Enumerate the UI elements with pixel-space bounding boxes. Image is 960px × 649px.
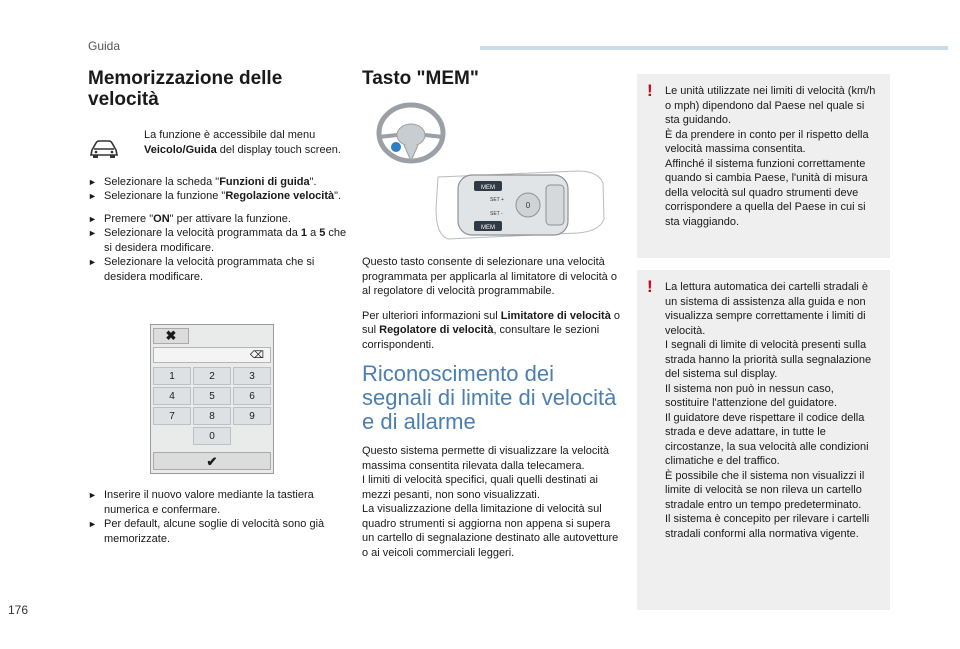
arrow-icon: ► [88, 228, 97, 238]
mem-label-bottom: MEM [481, 225, 495, 231]
keypad-key-4: 4 [153, 387, 191, 405]
backspace-icon: ⌫ [249, 350, 264, 361]
mem-reference: Per ulteriori informazioni sul Limitatore di velocità o sul Regolatore di velocità, consultare le sezioni corrispondenti. [362, 309, 620, 351]
close-icon: ✖ [153, 328, 189, 344]
section-title-sign-recognition: Riconoscimento dei segnali di limite di velocità e di allarme [362, 361, 617, 434]
step-list-3 [88, 488, 348, 546]
keypad-key-6: 6 [233, 387, 271, 405]
arrow-icon: ► [88, 213, 97, 224]
step-list-2 [88, 212, 348, 285]
warning-box-units: ! Le unità utilizzate nei limiti di velocità (km/h o mph) dipendono dal Paese nel quale si sta guidando. È da prendere in conto per il rispetto della velocità massima consentita. Affinché il sistema funzioni correttamente quando si cambia Paese, l'unità di misura della velocità sul quadro strumenti deve corrispondere a quella del Paese in cui si sta viaggiando. [637, 74, 890, 258]
warning-box-sign-reading: ! La lettura automatica dei cartelli stradali è un sistema di assistenza alla guida e non visualizza sempre correttamente i limiti di velocità. I segnali di limite di velocità presenti sulla strada hanno la priorità sulla segnalazione del sistema sul display. Il sistema non può in nessun caso, sostituire l'attenzione del guidatore. Il guidatore deve rispettare il codice della strada e deve adattare, in tutte le circostanze, la sua velocità alle condizioni climatiche e del traffico. È possibile che il sistema non visualizzi il limite di velocità se non rileva un cartello stradale entro un tempo predeterminato. Il sistema è concepito per rilevare i cartelli stradali conformi alla normativa vigente. [637, 270, 890, 610]
keypad-key-0: 0 [193, 427, 231, 445]
list-item: ► Selezionare la scheda "Funzioni di guida". [88, 175, 317, 188]
keypad-key-9: 9 [233, 407, 271, 425]
arrow-icon: ► [88, 191, 97, 201]
sign-recognition-text: Questo sistema permette di visualizzare la velocità massima consentita rilevata dalla telecamera. I limiti di velocità specifici, quali quelli destinati ai mezzi pesanti, non sono visualizzati. La visualizzazione della limitazione di velocità sul quadro strumenti si aggiorna non appena si supera un cartello di segnalazione destinato alle autovetture o ai veicoli commerciali leggeri. [362, 445, 619, 559]
column-mem-button [362, 68, 620, 560]
column-warnings [637, 68, 890, 622]
exclamation-icon: ! [647, 81, 653, 100]
numeric-keypad-illustration [150, 324, 274, 474]
keypad-key-2: 2 [193, 367, 231, 385]
keypad-key-5: 5 [193, 387, 231, 405]
list-item: ► Selezionare la velocità programmata che si desidera modificare. [88, 256, 315, 283]
mem-description: Questo tasto consente di selezionare una velocità programmata per applicarla al limitatore di velocità o al regolatore di velocità programmabile. [362, 256, 617, 297]
arrow-icon: ► [88, 490, 97, 500]
keypad-key-3: 3 [233, 367, 271, 385]
set-plus-label: SET + [490, 197, 504, 203]
exclamation-icon: ! [647, 277, 653, 296]
mem-label-top: MEM [481, 185, 495, 191]
info-text: La funzione è accessibile dal menu Veicolo/Guida del display touch screen. [144, 129, 341, 156]
keypad-grid [153, 367, 271, 445]
section-title-memorization: Memorizzazione delle velocità [88, 68, 283, 110]
arrow-icon: ► [88, 519, 97, 529]
list-item: ► Selezionare la velocità programmata da 1 a 5 che si desidera modificare. [88, 227, 347, 254]
step-list-1 [88, 175, 348, 204]
list-item: ► Selezionare la funzione "Regolazione velocità". [88, 190, 342, 202]
list-item: ► Premere "ON" per attivare la funzione. [88, 212, 291, 225]
arrow-icon: ► [88, 257, 97, 267]
arrow-icon: ► [88, 176, 97, 187]
info-block [88, 128, 348, 165]
header-label: Guida [88, 39, 121, 53]
keypad-key-1: 1 [153, 367, 191, 385]
list-item: ► Per default, alcune soglie di velocità sono già memorizzate. [88, 518, 325, 545]
set-minus-label: SET - [490, 211, 503, 217]
page-number: 176 [8, 603, 29, 617]
header-bar [480, 46, 948, 50]
checkmark-icon: ✔ [153, 452, 271, 470]
keypad-display [153, 347, 271, 363]
column-speed-memorization [88, 68, 348, 546]
touchscreen-car-icon [88, 128, 144, 165]
keypad-key-7: 7 [153, 407, 191, 425]
section-title-mem: Tasto "MEM" [362, 68, 479, 89]
steering-wheel-illustration [366, 97, 456, 167]
keypad-key-8: 8 [193, 407, 231, 425]
list-item: ► Inserire il nuovo valore mediante la tastiera numerica e confermare. [88, 489, 314, 516]
cruise-control-stalk-illustration [428, 169, 612, 245]
zero-label: 0 [525, 201, 531, 210]
